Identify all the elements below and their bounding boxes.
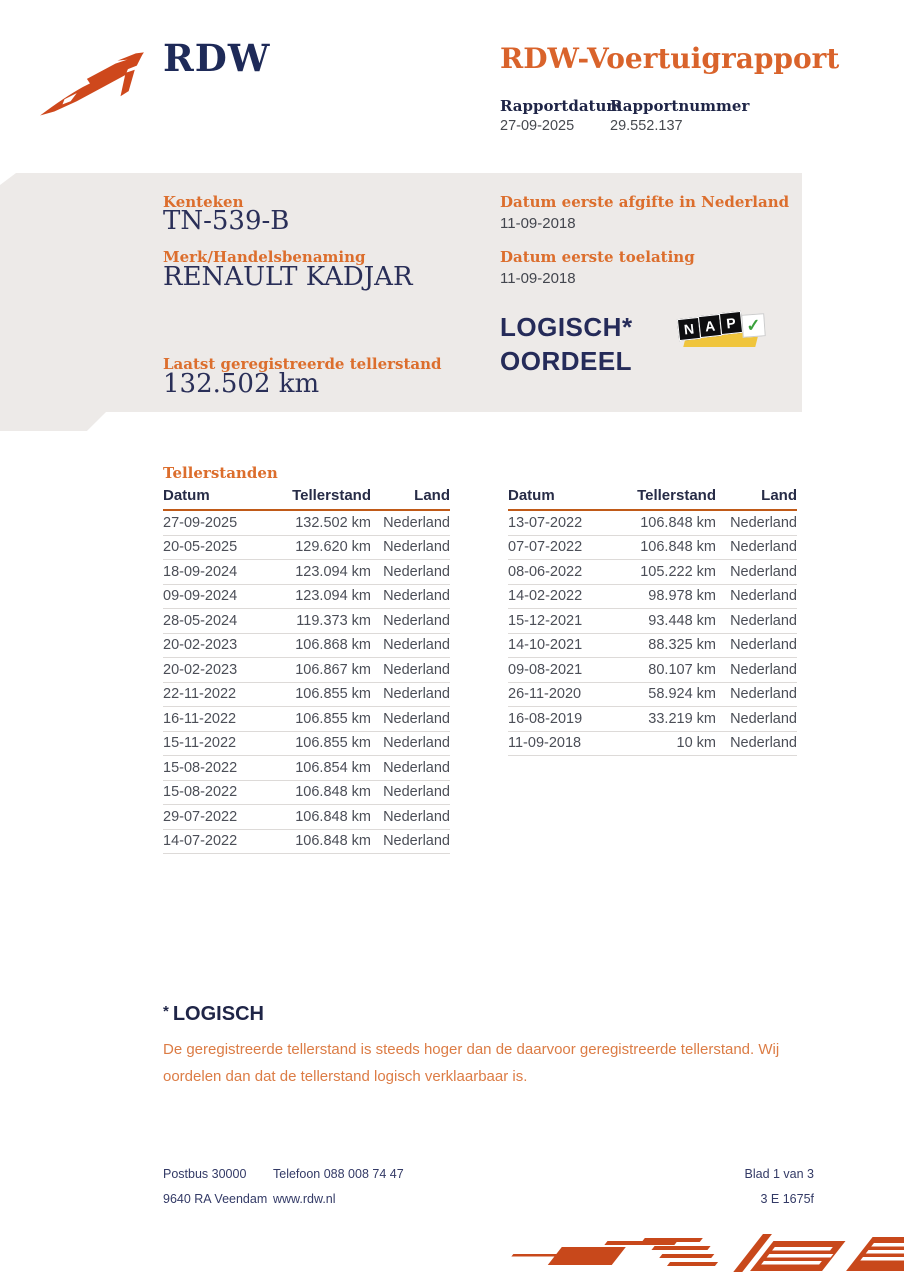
- column-header-datum: Datum: [508, 487, 555, 504]
- row-odometer: 105.222 km: [640, 563, 716, 580]
- table-row: [163, 511, 450, 536]
- report-number-value: 29.552.137: [610, 118, 683, 134]
- row-country: Nederland: [383, 710, 450, 727]
- nap-letter-tile: A: [698, 314, 722, 338]
- logisch-heading-text: LOGISCH: [172, 1003, 264, 1025]
- tellerstanden-table-left: [163, 487, 450, 854]
- tellerstanden-heading: Tellerstanden: [163, 464, 278, 482]
- table-row: [508, 707, 797, 732]
- kenteken-value: TN-539-B: [163, 206, 290, 236]
- row-country: Nederland: [383, 808, 450, 825]
- row-odometer: 98.978 km: [648, 588, 716, 605]
- row-date: 27-09-2025: [163, 514, 238, 531]
- logisch-footnote-heading: [163, 1003, 264, 1026]
- row-odometer: 106.855 km: [295, 686, 371, 703]
- table-row: [508, 511, 797, 536]
- row-date: 07-07-2022: [508, 539, 583, 556]
- row-date: 13-07-2022: [508, 514, 583, 531]
- row-date: 22-11-2022: [163, 686, 237, 703]
- merk-value: RENAULT KADJAR: [163, 262, 413, 292]
- table-row: [163, 683, 450, 708]
- logisch-footnote-text: De geregistreerde tellerstand is steeds hoger dan de daarvoor geregistreerde tellerstand. Wij oordelen dan dat de tellerstand logisch verklaarbaar is.: [163, 1041, 780, 1085]
- row-country: Nederland: [383, 588, 450, 605]
- row-odometer: 106.848 km: [640, 539, 716, 556]
- column-header-tellerstand: Tellerstand: [637, 487, 716, 504]
- row-country: Nederland: [730, 612, 797, 629]
- column-header-tellerstand: Tellerstand: [292, 487, 371, 504]
- row-date: 15-08-2022: [163, 759, 238, 776]
- row-odometer: 10 km: [676, 735, 716, 752]
- asterisk: *: [163, 1003, 169, 1020]
- column-header-datum: Datum: [163, 487, 210, 504]
- row-odometer: 106.848 km: [295, 808, 371, 825]
- row-odometer: 106.867 km: [295, 661, 371, 678]
- table-row: [163, 756, 450, 781]
- row-date: 16-08-2019: [508, 710, 583, 727]
- row-odometer: 129.620 km: [295, 539, 371, 556]
- table-row: [163, 830, 450, 855]
- table-row: [508, 658, 797, 683]
- table-row: [163, 634, 450, 659]
- row-odometer: 106.868 km: [295, 637, 371, 654]
- row-date: 28-05-2024: [163, 612, 238, 629]
- laatste-tellerstand-value: 132.502 km: [163, 369, 320, 399]
- footer-website-link[interactable]: www.rdw.nl: [273, 1192, 336, 1206]
- report-number-label: Rapportnummer: [610, 97, 750, 115]
- row-odometer: 106.855 km: [295, 710, 371, 727]
- row-date: 09-09-2024: [163, 588, 238, 605]
- footer-page-indicator: Blad 1 van 3: [744, 1167, 814, 1181]
- table-row: [163, 560, 450, 585]
- table-header-row: [163, 487, 450, 511]
- column-header-land: Land: [761, 487, 797, 504]
- row-odometer: 106.848 km: [295, 833, 371, 850]
- nap-checkmark-icon: ✓: [741, 313, 766, 338]
- table-row: [163, 536, 450, 561]
- table-row: [508, 560, 797, 585]
- table-row: [163, 707, 450, 732]
- footer-form-code: 3 E 1675f: [760, 1192, 814, 1206]
- page-title: RDW-Voertuigrapport: [500, 42, 840, 75]
- laatste-tellerstand-label: Laatst geregistreerde tellerstand: [163, 355, 442, 373]
- row-date: 26-11-2020: [508, 686, 582, 703]
- merk-label: Merk/Handelsbenaming: [163, 248, 366, 266]
- table-row: [508, 585, 797, 610]
- row-date: 16-11-2022: [163, 710, 237, 727]
- row-odometer: 106.848 km: [640, 514, 716, 531]
- panel-corner-decoration: [0, 412, 106, 431]
- kenteken-label: Kenteken: [163, 193, 244, 211]
- row-odometer: 93.448 km: [648, 612, 716, 629]
- toelating-value: 11-09-2018: [500, 270, 576, 287]
- row-date: 15-12-2021: [508, 612, 583, 629]
- column-header-land: Land: [414, 487, 450, 504]
- row-odometer: 132.502 km: [295, 514, 371, 531]
- row-country: Nederland: [730, 514, 797, 531]
- table-row: [163, 805, 450, 830]
- table-body: [163, 511, 450, 854]
- table-row: [508, 536, 797, 561]
- row-date: 14-07-2022: [163, 833, 238, 850]
- tellerstanden-table-right: [508, 487, 797, 756]
- row-odometer: 58.924 km: [648, 686, 716, 703]
- report-date-label: Rapportdatum: [500, 97, 623, 115]
- row-date: 18-09-2024: [163, 563, 238, 580]
- row-country: Nederland: [383, 735, 450, 752]
- afgifte-value: 11-09-2018: [500, 215, 576, 232]
- row-odometer: 123.094 km: [295, 563, 371, 580]
- table-row: [163, 781, 450, 806]
- nap-letter-tile: N: [677, 317, 701, 341]
- row-date: 15-11-2022: [163, 735, 237, 752]
- row-country: Nederland: [383, 784, 450, 801]
- toelating-label: Datum eerste toelating: [500, 248, 695, 266]
- row-country: Nederland: [383, 833, 450, 850]
- row-country: Nederland: [730, 539, 797, 556]
- row-country: Nederland: [383, 612, 450, 629]
- rdw-flag-logo-icon: [36, 48, 148, 127]
- oordeel-text: [500, 310, 633, 378]
- row-country: Nederland: [383, 759, 450, 776]
- oordeel-line2: OORDEEL: [500, 346, 633, 376]
- row-country: Nederland: [730, 735, 797, 752]
- nap-logo: [676, 310, 766, 354]
- table-row: [163, 732, 450, 757]
- rdw-logo-text: RDW: [163, 36, 271, 80]
- footer-postbus: Postbus 30000: [163, 1167, 247, 1181]
- footer-city: 9640 RA Veendam: [163, 1192, 268, 1206]
- table-body: [508, 511, 797, 756]
- rdw-flag-stripes-graphic: [504, 1225, 904, 1280]
- row-date: 29-07-2022: [163, 808, 238, 825]
- row-odometer: 33.219 km: [648, 710, 716, 727]
- row-country: Nederland: [730, 637, 797, 654]
- footer-phone: Telefoon 088 008 74 47: [273, 1167, 404, 1181]
- row-date: 20-02-2023: [163, 637, 238, 654]
- nap-letter-tile: P: [719, 311, 743, 335]
- row-country: Nederland: [383, 661, 450, 678]
- row-country: Nederland: [730, 588, 797, 605]
- table-row: [508, 634, 797, 659]
- row-date: 14-10-2021: [508, 637, 583, 654]
- row-odometer: 88.325 km: [648, 637, 716, 654]
- row-country: Nederland: [730, 710, 797, 727]
- table-row: [163, 585, 450, 610]
- table-row: [508, 732, 797, 757]
- row-date: 20-02-2023: [163, 661, 238, 678]
- row-country: Nederland: [383, 514, 450, 531]
- row-odometer: 106.854 km: [295, 759, 371, 776]
- table-row: [163, 609, 450, 634]
- row-country: Nederland: [730, 661, 797, 678]
- row-country: Nederland: [383, 686, 450, 703]
- row-odometer: 106.848 km: [295, 784, 371, 801]
- row-date: 15-08-2022: [163, 784, 238, 801]
- row-country: Nederland: [383, 539, 450, 556]
- table-row: [508, 683, 797, 708]
- table-header-row: [508, 487, 797, 511]
- row-country: Nederland: [730, 686, 797, 703]
- row-country: Nederland: [383, 637, 450, 654]
- row-date: 09-08-2021: [508, 661, 583, 678]
- row-odometer: 123.094 km: [295, 588, 371, 605]
- row-country: Nederland: [383, 563, 450, 580]
- row-date: 11-09-2018: [508, 735, 582, 752]
- row-odometer: 80.107 km: [648, 661, 716, 678]
- row-country: Nederland: [730, 563, 797, 580]
- row-odometer: 106.855 km: [295, 735, 371, 752]
- row-odometer: 119.373 km: [296, 612, 371, 629]
- table-row: [163, 658, 450, 683]
- afgifte-label: Datum eerste afgifte in Nederland: [500, 193, 790, 211]
- oordeel-line1: LOGISCH*: [500, 312, 633, 342]
- row-date: 20-05-2025: [163, 539, 238, 556]
- row-date: 08-06-2022: [508, 563, 583, 580]
- report-date-value: 27-09-2025: [500, 118, 575, 134]
- row-date: 14-02-2022: [508, 588, 583, 605]
- table-row: [508, 609, 797, 634]
